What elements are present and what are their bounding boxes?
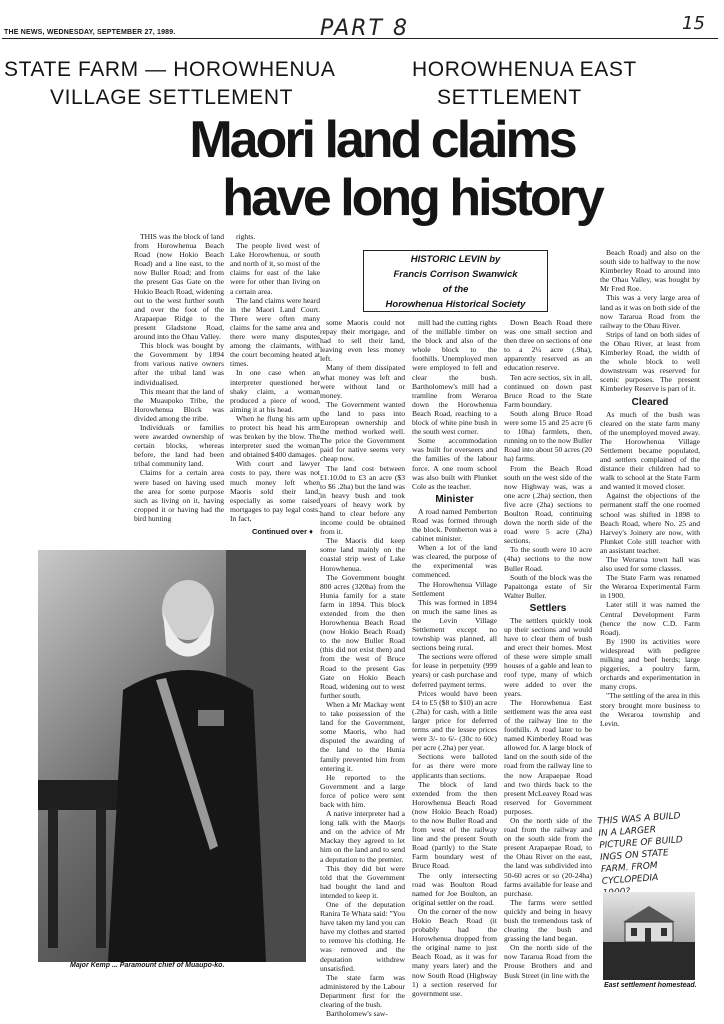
paragraph: Down Beach Road there was one small section and then three on sections of one to a 2¼ acre (.9ha), apparently reserved as an education reserve. <box>504 318 592 373</box>
paragraph: The Horowhenua Village Settlement <box>412 579 497 598</box>
headline-line2: have long history <box>222 169 602 227</box>
byline-author: Francis Corrison Swanwick <box>393 269 518 280</box>
paragraph: This was a very large area of land as it was on both side of the now Tararua Road from the railway to the Ohau River. <box>600 293 700 330</box>
paragraph: THIS was the block of land from Horowhenua Beach Road (now Hokio Beach Road) and a line east, to the now Buller Road; and from the present Gas Gate on the Hokio Beach Road, widening out to the west further south and over the foot of the Arapaepae Ridge to the present Gladstone Road, around into the Ohau Valley. <box>134 232 224 342</box>
masthead: THE NEWS, WEDNESDAY, SEPTEMBER 27, 1989. <box>4 29 176 36</box>
paragraph: The Horowhenua East settlement was the area east of the railway line to the foothills. A road later to be named Kimberley Road was allowed for. A large block of land on the south side of the road from the railway line to the now Arapaepae Road and two thirds back to the present McLeavey Road was reserved for Government purposes. <box>504 697 592 816</box>
handwritten-part-label: PART 8 <box>320 16 409 41</box>
paragraph: The farms were settled quickly and being in heavy bush the tremendous task of clearing the bush and grassing the land began. <box>504 897 592 944</box>
paragraph: Some accommodation was built for overseers and the families of the labour force. A one room school was also built with Plunket Cole as the teacher. <box>412 436 497 491</box>
paragraph: Against the objections of the permanent staff the one roomed school was shifted in 1898 to Beach Road, where No. 25 and Harvey's Joinery are now, with Plunket Cole still teacher with an assistant teacher. <box>600 491 700 555</box>
subhead-settlers: Settlers <box>529 602 567 614</box>
paragraph: The block of land extended from the then Horowhenua Beach Road (now Hokio Beach Road) to the now Buller Road and from west of the railway line and the present South Road (partly) to the State Farm boundary west of Bruce Road. <box>412 779 497 871</box>
paragraph: The Government bought 800 acres (320ha) from the Hunia family for a state farm in 1894. This block extended from the then Horowhenua Beach Road (now Hokio Beach Road) to the now Buller Road (this did not exist then) and from the west of Bruce Road to the present Gas Gate on Hokio Beach Road, widening out to west further south. <box>320 572 405 700</box>
paragraph: This they did but were told that the Government had bought the land and intended to keep it. <box>320 863 405 900</box>
paragraph: The land claims were heard in the Maori Land Court. There were often many claims for the same area and there were many disputes among the claimants, with the court becoming heated at times. <box>230 295 320 369</box>
homestead-illustration <box>603 892 695 980</box>
byline-of-the: of the <box>442 284 469 295</box>
section-head-right-line1: HOROWHENUA EAST <box>412 58 637 81</box>
paragraph: On the corner of the now Hokio Beach Road (it probably had the Horowhenua dropped from the original name to just Beach Road, as it was for many years later) and the now South Road (Highway 1) a section reserved for government use. <box>412 906 497 998</box>
paragraph: The settlers quickly took up their sections and would have to clear them of bush and erect their homes. Most of these were simple small houses of a gable and lean to roof type, many of which were added to over the years. <box>504 615 592 698</box>
paragraph: When he flung his arm up to protect his head his arm was broken by the blow. The interpreter sued the woman and obtained $400 damages. <box>230 413 320 460</box>
paragraph: The State Farm was renamed the Weraroa Experimental Farm in 1900. <box>600 573 700 601</box>
paragraph: When a lot of the land was cleared, the purpose of the experimental was commenced. <box>412 543 497 580</box>
section-head-left-line2: VILLAGE SETTLEMENT <box>50 86 294 109</box>
paragraph: The Government wanted the land to pass into European ownership and the method worked well. The price the Government paid for native seems very cheap now. <box>320 399 405 464</box>
note-line: CYCLOPEDIA <box>601 872 659 887</box>
paragraph: The Maoris did keep some land mainly on the coastal strip west of Lake Horowhenua. <box>320 536 405 573</box>
paragraph: The sections were offered for lease in perpetuity (999 years) or cash purchase and deferred payment terms. <box>412 652 497 689</box>
photo-caption: Major Kemp ... Paramount chief of Muaupo-ko. <box>70 962 225 969</box>
paragraph: When a Mr Mackay went to take possession of the land for the Government, some Maoris, who had disputed the awarding of the land to the Hunia family prevented him from entering it. <box>320 699 405 773</box>
paragraph: The people lived west of Lake Horowhenua, or south and north of it, so most of the claims for east of the lake were for other than living on a certain area. <box>230 241 320 296</box>
subhead-minister: Minister <box>435 493 474 505</box>
byline-series: HISTORIC LEVIN by <box>410 254 501 265</box>
paragraph: Later still it was named the Central Development Farm (hence the now C.D. Farm Road). <box>600 600 700 637</box>
paragraph: This meant that the land of the Muaupoko Tribe, the Horowhenua Block was divided among the tribe. <box>134 386 224 423</box>
paragraph: South along Bruce Road were some 15 and 25 acre (6 to 10ha) farmlets, then, running on to the now Buller Road into about 50 acres (20 ha) farms. <box>504 408 592 464</box>
headline-line1: Maori land claims <box>189 111 575 169</box>
major-kemp-photo <box>38 550 306 962</box>
portrait-illustration <box>38 550 306 962</box>
paragraph: A road named Pemberton Road was formed through the block. Pemberton was a cabinet minister. <box>412 506 497 544</box>
section-head-left-line1: STATE FARM — HOROWHENUA <box>4 58 336 81</box>
paragraph: This was formed in 1894 on much the same lines as the Levin Village Settlement except no township was planned, all sections being rural. <box>412 597 497 653</box>
paragraph: Individuals or families were awarded ownership of certain blocks, whereas before, the land had been tribal community land. <box>134 422 224 469</box>
subhead-cleared: Cleared <box>631 396 669 408</box>
paragraph: Beach Road) and also on the south side to halfway to the now Kimberley Road to around into the Ohau Valley, was bought by Mr Fred Roe. <box>600 248 700 294</box>
article-column-5 <box>504 318 592 1008</box>
paragraph: On the north side of the road from the railway and on the south side from the present Arapaepae Road, to the Ohau River on the east, the land was subdivided into 50-60 acres or so (20-24ha) farms available for lease and purchase. <box>504 815 592 898</box>
section-head-right-line2: SETTLEMENT <box>437 86 582 109</box>
paragraph: He reported to the Government and a large force of police were sent back with him. <box>320 772 405 809</box>
note-line: FARM. FROM <box>600 860 659 875</box>
handwritten-page-number: 15 <box>682 13 705 34</box>
paragraph: To the south were 10 acre (4ha) sections to the now Buller Road. <box>504 545 592 573</box>
paragraph: South of the block was the Papaitonga estate of Sir Walter Buller. <box>504 572 592 600</box>
paragraph: Prices would have been £4 to £5 ($8 to $10) an acre (.2ha) for cash, with a little larger price for deferred terms and the lessee prices were 3/- to 6/- (30c to 60c) per acre (.2ha) per year. <box>412 688 497 753</box>
article-column-4 <box>412 318 497 1008</box>
paragraph: This block was bought by the Government by 1894 from various native owners after the tribal land was individualised. <box>134 341 224 387</box>
paragraph: One of the deputation Ranira Te Whata said: "You have taken my land you can have my clothes and started to remove his clothing. He was removed and the deputation withdrew unsatisfied. <box>320 900 405 973</box>
paragraph: "The settling of the area in this story brought more business to the Weraroa township and Levin. <box>600 691 700 728</box>
paragraph: Many of them dissipated what money was left and were without land or money. <box>320 363 405 400</box>
byline-box <box>363 250 548 312</box>
paragraph: With court and lawyer costs to pay, there was not much money left when Maoris sold their land, especially as some raised mortgages to pay legal costs. In fact, <box>230 459 320 523</box>
paragraph: From the Beach Road south on the west side of the now Highway was, was a one acre (.2ha) section, then five acre (2ha) sections to Boulton Road, continuing down the north side of the road were 5 acre (2ha) sections. <box>504 463 592 546</box>
paragraph: Claims for a certain area were based on having used the area for some purpose such as living on it, having cropped it or having had the bird hunting <box>134 468 224 523</box>
note-line: THIS WAS A BUILD <box>597 811 681 828</box>
homestead-photo <box>603 892 695 980</box>
paragraph: A native interpreter had a long talk with the Maorjs and on the advice of Mr Mackay they agreed to let him on the land and to send a deputation to the premier. <box>320 809 405 864</box>
paragraph: Bartholomew's saw- <box>326 1009 388 1019</box>
paragraph: mill had the cutting rights of the millable timber on the block and also of the whole block to the foothills. Unemployed men were employed to fell and clear the bush. Bartholomew's mill had a tramline from Weraroa down the Horowhenua Beach Road, reaching to a block of white pine bush in the south west corner. <box>412 318 497 437</box>
paragraph: Strips of land on both sides of the Ohau River, at least from Kimberley Road, the width of the whole block to well downstream was reserved for scenic purposes. The present Kimberley Reserve is part of it. <box>600 329 700 394</box>
article-column-2 <box>230 232 320 527</box>
paragraph: Ten acre sectios, six in all, continued on down past Bruce Road to the State Farm boundary. <box>504 372 592 409</box>
paragraph: As much of the bush was cleared on the state farm many of the unemployed moved away. The Horowhenua Village Settlement became populated, and settlers complained of the distance their children had to walk to school at the State Farm and wanted it moved closer. <box>600 409 700 492</box>
paragraph: The state farm was administered by the Labour Department first for the clearing of the bush. <box>320 972 405 1010</box>
note-line: INGS ON STATE <box>599 848 670 863</box>
paragraph: some Maoris could not repay their mortgage, and had to sell their land, leaving even less money left. <box>320 318 405 364</box>
continued-over: Continued over ♦ <box>252 527 313 536</box>
homestead-caption: East settlement homestead. <box>604 982 697 989</box>
note-line: IN A LARGER <box>598 825 657 840</box>
byline-society: Horowhenua Historical Society <box>385 299 526 310</box>
paragraph: The only intersecting road was Boulton Road named for Joe Boulton, an original settler on the road. <box>412 870 497 907</box>
note-line: PICTURE OF BUILD <box>598 835 684 851</box>
article-column-1 <box>134 232 224 527</box>
paragraph: The land cost between £1.10.0d to £3 an acre ($3 to $6 .2ha) but the land was in heavy bush and took years of heavy work by hand to clear before any income could be obtained from it. <box>320 463 405 537</box>
paragraph: The Weraroa town hall was also used for some classes. <box>600 555 700 574</box>
article-column-6 <box>600 248 700 808</box>
article-column-3 <box>320 318 405 1019</box>
paragraph: Sections were balloted for as there were more applicants than sections. <box>412 752 497 780</box>
handwritten-note <box>597 808 717 900</box>
paragraph: On the north side of the now Tararua Road from the Prouse Brothers and and Busk Street (in line with the <box>504 943 592 980</box>
paragraph: rights. <box>236 232 256 241</box>
paragraph: By 1900 its activities were widespread with pedigree milking and beef herds; large piggeries, a poultry farm, orchards and experimentation in many crops. <box>600 636 700 692</box>
paragraph: In one case when an interpreter questioned her shaky claim, a woman produced a piece of wood, aiming it at his head. <box>230 368 320 414</box>
